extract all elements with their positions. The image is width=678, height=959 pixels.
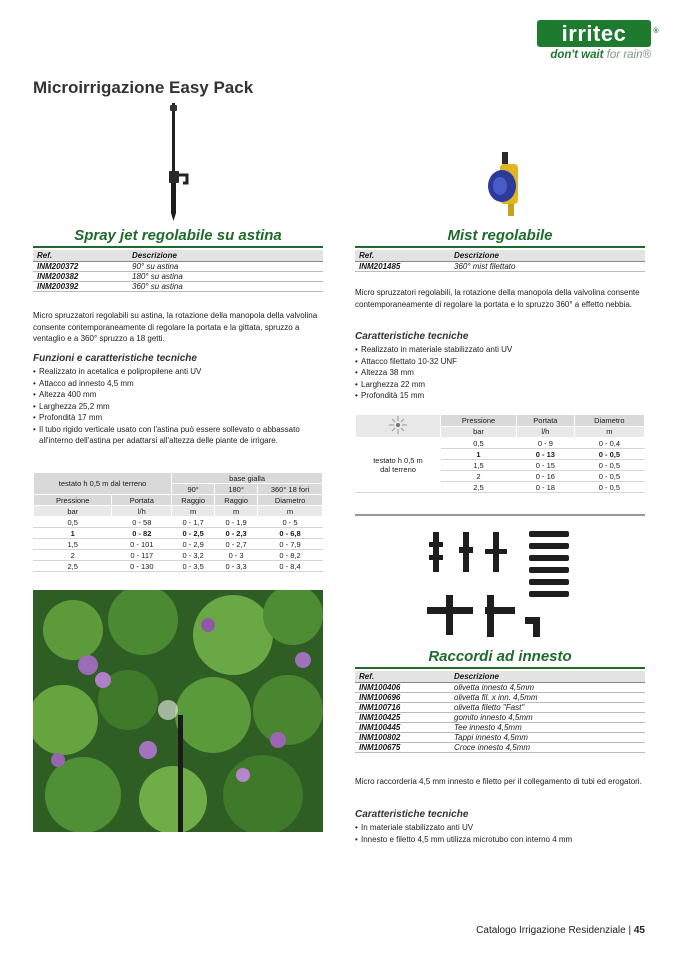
table-row: INM200392 360° su astina xyxy=(33,282,323,292)
table-row: 1,5 0 - 101 0 - 2,9 0 - 2,7 0 - 7,9 xyxy=(34,539,323,550)
table-row: INM100406 olivetta innesto 4,5mm xyxy=(355,683,645,693)
table-row: 2,5 0 - 130 0 - 3,5 0 - 3,3 0 - 8,4 xyxy=(34,561,323,572)
mist-features-list xyxy=(355,344,645,402)
mist-description: Micro spruzzatori regolabili, la rotazione della manopola della valvolina consente contemporaneamente di regolare la portata e lo spruzzo 360° a effetto nebbia. xyxy=(355,288,640,309)
table-row: INM200372 90° su astina xyxy=(33,262,323,272)
test-condition-label: testato h 0,5 m dal terreno xyxy=(34,473,172,495)
list-item: • Innesto e filetto 4,5 mm utilizza microtubo con interno 4 mm xyxy=(355,834,645,846)
spray-jet-features-heading: Funzioni e caratteristiche tecniche xyxy=(33,353,197,364)
mist-sprayer-image xyxy=(484,150,524,220)
fittings-image xyxy=(425,527,575,647)
spray-jet-performance-table: testato h 0,5 m dal terreno base gialla 90° 180° 360° 18 fori Pressione Portata Raggio Raggio Diametro bar l/h m m m 0,5 0 - 58 0 - 1,7 0 - 1,9 0 - 5 1 0 - 82 0 - 2,5 0 - 2,3 0 - 6,8 1,5 0 - 101 0 - 2,9 0 - 2,7 0 - 7,9 2 0 - 117 0 - 3,2 0 - 3 0 - 8,2 2,5 0 - 130 0 - 3,5 0 - 3,3 0 - 8,4 xyxy=(33,472,323,572)
list-item: • Profondità 17 mm xyxy=(33,412,323,424)
table-row: INM100425 gomito innesto 4,5mm xyxy=(355,713,645,723)
list-item: • Altezza 400 mm xyxy=(33,389,323,401)
list-item: • Profondità 15 mm xyxy=(355,390,645,402)
spray-jet-stake-image xyxy=(155,103,195,223)
list-item: • Larghezza 22 mm xyxy=(355,379,645,391)
table-row: 2,5 0 - 18 0 - 0,5 xyxy=(356,482,645,493)
spray-jet-title: Spray jet regolabile su astina xyxy=(74,227,282,244)
table-row: INM100696 olivetta fil. x inn. 4,5mm xyxy=(355,693,645,703)
table-row: testato h 0,5 m dal terreno 0,5 0 - 9 0 - 0,4 xyxy=(356,438,645,449)
base-group-label: base gialla xyxy=(172,473,323,484)
mist-performance-table: Pressione Portata Diametro bar l/h m testato h 0,5 m dal terreno 0,5 0 - 9 0 - 0,4 1 0 - 13 0 - 0,5 1,5 0 - 15 0 - 0,5 2 0 - 16 0 - 0,5 2,5 0 - 18 0 - 0,5 xyxy=(355,414,645,493)
logo-tagline: don't wait for rain® xyxy=(550,49,651,61)
spray-jet-features-list xyxy=(33,366,323,447)
spray-pattern-icon xyxy=(388,415,408,435)
section-divider xyxy=(355,514,645,516)
table-row: INM100675 Croce innesto 4,5mm xyxy=(355,743,645,753)
table-row: 2 0 - 16 0 - 0,5 xyxy=(356,471,645,482)
table-row: INM200382 180° su astina xyxy=(33,272,323,282)
spray-jet-description: Micro spruzzatori regolabili su astina, la rotazione della manopola della valvolina consente contemporaneamente di regolare la portata e la gittata, spruzzo a ventaglio e a 360° spruzzo a 18 getti. xyxy=(33,311,318,343)
list-item: • Larghezza 25,2 mm xyxy=(33,401,323,413)
list-item: • Attacco filettato 10-32 UNF xyxy=(355,356,645,368)
spray-jet-ref-table xyxy=(33,250,323,292)
table-row: INM100716 olivetta filetto "Fast" xyxy=(355,703,645,713)
list-item: • Realizzato in acetalica e polipropilene anti UV xyxy=(33,366,323,378)
sprinkler-symbol-icon xyxy=(356,415,441,438)
page-title: Microirrigazione Easy Pack xyxy=(33,78,254,97)
garden-photo xyxy=(33,590,323,832)
page-number: 45 xyxy=(633,925,645,936)
brand-logo xyxy=(537,20,659,61)
table-row: INM201485 360° mist filettato xyxy=(355,262,645,272)
fittings-description: Micro raccorderia 4,5 mm innesto e filetto per il collegamento di tubi ed erogatori. xyxy=(355,777,642,786)
list-item: • Il tubo rigido verticale usato con l'astina può essere sollevato o abbassato all'interno dell'astina per adattarsi all'altezza delle piante de irrigare. xyxy=(33,424,323,447)
table-row: INM100445 Tee innesto 4,5mm xyxy=(355,723,645,733)
spray-jet-title-rule xyxy=(33,246,323,248)
description-header: Descrizione xyxy=(128,250,323,262)
table-row: 2 0 - 117 0 - 3,2 0 - 3 0 - 8,2 xyxy=(34,550,323,561)
table-row: 1,5 0 - 15 0 - 0,5 xyxy=(356,460,645,471)
ref-header: Ref. xyxy=(33,250,128,262)
table-row: 1 0 - 82 0 - 2,5 0 - 2,3 0 - 6,8 xyxy=(34,528,323,539)
page-footer: Catalogo Irrigazione Residenziale | 45 xyxy=(476,925,645,936)
table-row: 1 0 - 13 0 - 0,5 xyxy=(356,449,645,460)
list-item: • Altezza 38 mm xyxy=(355,367,645,379)
fittings-ref-table: Ref. Descrizione INM100406 olivetta innesto 4,5mm INM100696 olivetta fil. x inn. 4,5mm INM100716 olivetta filetto "Fast" INM100425 gomito innesto 4,5mm INM100445 Tee innesto 4,5mm INM100802 Tappi innesto 4,5mm INM100675 Croce innesto 4,5mm xyxy=(355,671,645,753)
mist-features-heading: Caratteristiche tecniche xyxy=(355,331,469,342)
table-row: 0,5 0 - 58 0 - 1,7 0 - 1,9 0 - 5 xyxy=(34,517,323,528)
fittings-title: Raccordi ad innesto xyxy=(428,648,572,665)
mist-ref-table: Ref. Descrizione INM201485 360° mist filettato xyxy=(355,250,645,272)
fittings-features-list xyxy=(355,822,645,845)
mist-title: Mist regolabile xyxy=(447,227,553,244)
mist-test-condition-label: testato h 0,5 m dal terreno xyxy=(356,438,441,493)
table-row: INM100802 Tappi innesto 4,5mm xyxy=(355,733,645,743)
logo-wordmark: irritec ® xyxy=(537,20,651,47)
fittings-features-heading: Caratteristiche tecniche xyxy=(355,809,469,820)
catalog-name: Catalogo Irrigazione Residenziale xyxy=(476,925,626,936)
fittings-title-rule xyxy=(355,667,645,669)
list-item: • Attacco ad innesto 4,5 mm xyxy=(33,378,323,390)
mist-title-rule xyxy=(355,246,645,248)
list-item: • In materiale stabilizzato anti UV xyxy=(355,822,645,834)
list-item: • Realizzato in materiale stabilizzato anti UV xyxy=(355,344,645,356)
